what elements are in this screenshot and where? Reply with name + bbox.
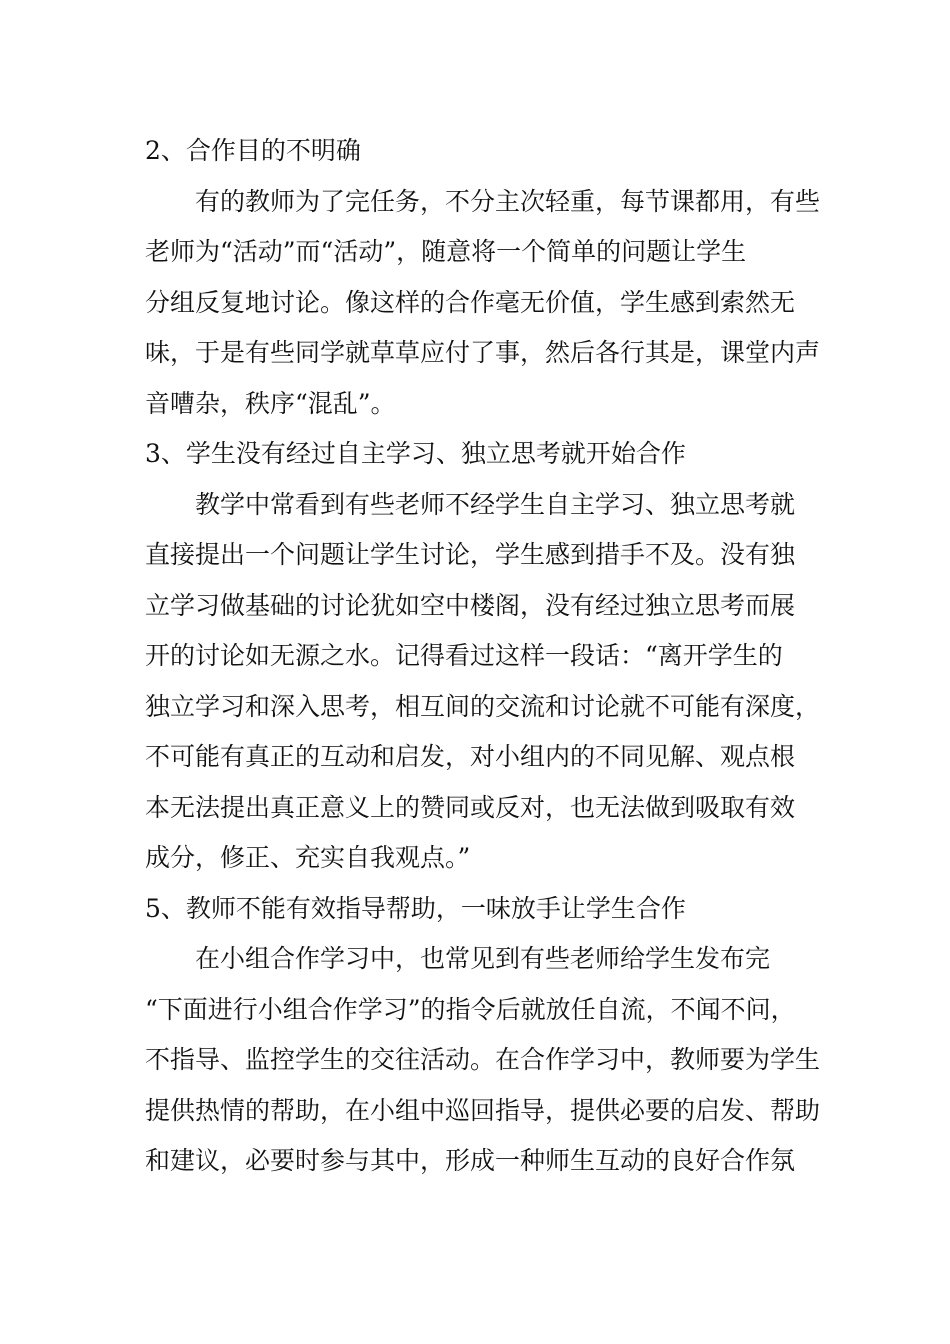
paragraph-line: 本无法提出真正意义上的赞同或反对，也无法做到吸取有效 [145,792,796,822]
paragraph-line: 老师为“活动”而“活动”，随意将一个简单的问题让学生 [145,237,747,266]
paragraph-line: 分组反复地讨论。像这样的合作毫无价值，学生感到索然无 [145,287,796,317]
paragraph-line: 教学中常看到有些老师不经学生自主学习、独立思考就 [195,489,796,519]
paragraph-line: 成分，修正、充实自我观点。” [145,843,471,872]
paragraph-line: 和建议，必要时参与其中，形成一种师生互动的良好合作氛 [145,1146,796,1175]
paragraph-line: 音嘈杂，秩序“混乱”。 [145,388,396,418]
section-heading: 2、合作目的不明确 [145,136,361,165]
section-heading: 3、学生没有经过自主学习、独立思考就开始合作 [145,439,686,468]
paragraph-line: “下面进行小组合作学习”的指令后就放任自流，不闻不问， [145,994,796,1024]
paragraph-line: 直接提出一个问题让学生讨论，学生感到措手不及。没有独 [145,540,796,569]
paragraph-line: 提供热情的帮助，在小组中巡回指导，提供必要的启发、帮助 [145,1095,821,1125]
document-body [145,126,825,1187]
paragraph-line: 在小组合作学习中，也常见到有些老师给学生发布完 [195,944,771,973]
section-heading: 5、教师不能有效指导帮助，一味放手让学生合作 [145,893,686,923]
paragraph-line: 不指导、监控学生的交往活动。在合作学习中，教师要为学生 [145,1045,821,1074]
paragraph-line: 独立学习和深入思考，相互间的交流和讨论就不可能有深度， [145,691,821,721]
paragraph-line: 立学习做基础的讨论犹如空中楼阁，没有经过独立思考而展 [145,590,796,620]
paragraph-line: 有的教师为了完任务，不分主次轻重，每节课都用，有些 [195,186,821,216]
paragraph-line: 不可能有真正的互动和启发，对小组内的不同见解、观点根 [145,742,796,771]
paragraph-line: 开的讨论如无源之水。记得看过这样一段话：“离开学生的 [145,641,783,670]
paragraph-line: 味，于是有些同学就草草应付了事，然后各行其是，课堂内声 [145,338,821,367]
